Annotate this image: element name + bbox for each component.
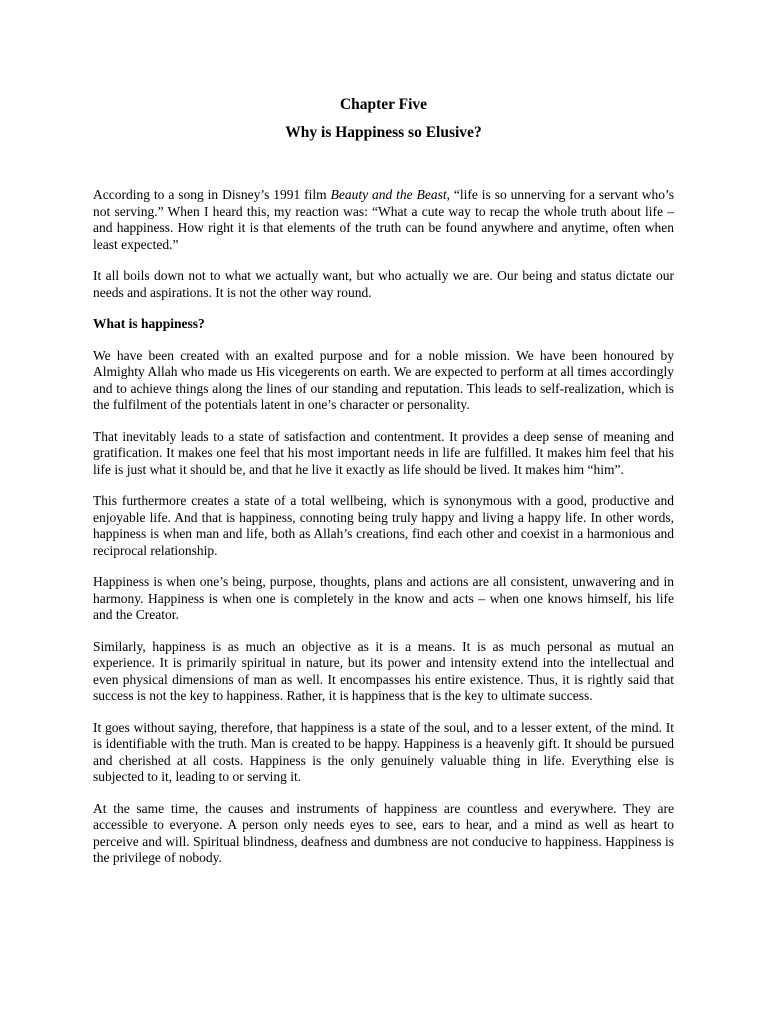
body-paragraph: It all boils down not to what we actually want, but who actually we are. Our being and status dictate our needs and aspirations. It is not the other way round. [93, 268, 674, 300]
intro-text-after: , “life is so unnerving for a servant who’s not serving.” When I heard this, my reaction was: “What a cute way to recap the whole truth about life – and happiness. How right it is that elements of the truth can be found anywhere and anytime, often when least expected.” [93, 187, 675, 252]
section-heading: What is happiness? [93, 316, 205, 331]
body-paragraph: That inevitably leads to a state of satisfaction and contentment. It provides a deep sense of meaning and gratification. It makes one feel that his most important needs in life are fulfilled. It makes him feel that his life is just what it should be, and that he live it exactly as life should be lived. It makes him “him”. [93, 428, 674, 477]
document-page [93, 96, 674, 882]
body-paragraph: We have been created with an exalted purpose and for a noble mission. We have been honoured by Almighty Allah who made us His vicegerents on earth. We are expected to perform at all times accordingly and to achieve things along the lines of our standing and reputation. This leads to self-realization, which is the fulfilment of the potentials latent in one’s character or personality. [93, 347, 674, 412]
body-paragraph: This furthermore creates a state of a total wellbeing, which is synonymous with a good, productive and enjoyable life. And that is happiness, connoting being truly happy and living a happy life. In other words, happiness is when man and life, both as Allah’s creations, find each other and coexist in a harmonious and reciprocal relationship. [93, 493, 674, 558]
chapter-title: Chapter Five [339, 96, 428, 113]
film-title: Beauty and the Beast [330, 187, 447, 202]
body-paragraph: At the same time, the causes and instruments of happiness are countless and everywhere. They are accessible to everyone. A person only needs eyes to see, ears to hear, and a mind as well as heart to perceive and will. Spiritual blindness, deafness and dumbness are not conducive to happiness. Happiness is the privilege of nobody. [93, 800, 674, 865]
body-paragraph: Similarly, happiness is as much an objective as it is a means. It is as much personal as mutual an experience. It is primarily spiritual in nature, but its power and intensity extend into the intellectual and even physical dimensions of man as well. It encompasses his entire existence. Thus, it is rightly said that success is not the key to happiness. Rather, it is happiness that is the key to ultimate success. [93, 638, 674, 703]
body-paragraph: It goes without saying, therefore, that happiness is a state of the soul, and to a lesser extent, of the mind. It is identifiable with the truth. Man is created to be happy. Happiness is a heavenly gift. It should be pursued and cherished at all costs. Happiness is the only genuinely valuable thing in life. Everything else is subjected to it, leading to or serving it. [93, 719, 674, 784]
chapter-subtitle: Why is Happiness so Elusive? [285, 124, 482, 141]
intro-text-before: According to a song in Disney’s 1991 film [93, 187, 331, 202]
intro-paragraph [93, 187, 674, 253]
body-paragraph: Happiness is when one’s being, purpose, thoughts, plans and actions are all consistent, unwavering and in harmony. Happiness is when one is completely in the know and acts – when one knows himself, his life and the Creator. [93, 574, 674, 622]
